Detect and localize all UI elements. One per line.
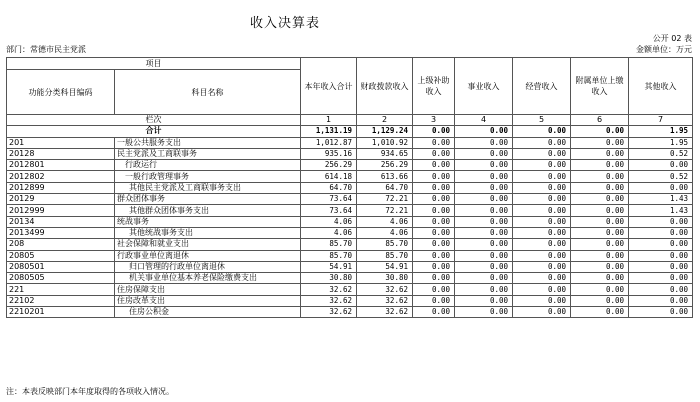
page-title: 收入决算表 bbox=[249, 16, 320, 31]
col-index-num: 4 bbox=[455, 115, 513, 126]
row-value: 0.00 bbox=[413, 137, 455, 148]
row-value: 32.62 bbox=[301, 307, 357, 318]
row-value: 0.00 bbox=[413, 148, 455, 159]
row-code: 2080501 bbox=[7, 261, 115, 272]
table-row bbox=[7, 171, 693, 182]
row-value: 85.70 bbox=[301, 239, 357, 250]
row-value: 0.00 bbox=[455, 160, 513, 171]
table-row bbox=[7, 137, 693, 148]
row-value: 1,010.92 bbox=[357, 137, 413, 148]
row-value: 4.06 bbox=[301, 216, 357, 227]
row-value: 4.06 bbox=[357, 227, 413, 238]
row-value: 0.00 bbox=[513, 284, 571, 295]
total-value: 0.00 bbox=[513, 126, 571, 137]
row-subject-name: 住房改革支出 bbox=[115, 295, 301, 306]
row-value: 85.70 bbox=[357, 239, 413, 250]
row-value: 0.00 bbox=[513, 261, 571, 272]
row-value: 0.00 bbox=[413, 261, 455, 272]
row-subject-name: 住房公积金 bbox=[115, 307, 301, 318]
row-value: 0.00 bbox=[513, 148, 571, 159]
row-subject-name: 社会保障和就业支出 bbox=[115, 239, 301, 250]
row-value: 0.00 bbox=[571, 227, 629, 238]
row-value: 0.00 bbox=[455, 137, 513, 148]
row-value: 0.00 bbox=[571, 216, 629, 227]
table-row bbox=[7, 182, 693, 193]
row-value: 0.00 bbox=[413, 295, 455, 306]
row-value: 32.62 bbox=[301, 284, 357, 295]
row-code: 2080505 bbox=[7, 273, 115, 284]
row-value: 0.00 bbox=[513, 137, 571, 148]
row-value: 0.00 bbox=[455, 261, 513, 272]
row-subject-name: 行政事业单位离退休 bbox=[115, 250, 301, 261]
header-col-superior: 上级补助收入 bbox=[413, 58, 455, 115]
col-index-label: 栏次 bbox=[7, 115, 301, 126]
header-col-affiliated: 附属单位上缴收入 bbox=[571, 58, 629, 115]
row-code: 20805 bbox=[7, 250, 115, 261]
row-value: 0.00 bbox=[413, 250, 455, 261]
row-value: 0.00 bbox=[413, 194, 455, 205]
row-code: 20129 bbox=[7, 194, 115, 205]
form-code: 公开 02 表 bbox=[652, 34, 692, 43]
row-value: 0.00 bbox=[629, 216, 693, 227]
row-value: 0.00 bbox=[629, 182, 693, 193]
row-value: 54.91 bbox=[301, 261, 357, 272]
col-index-num: 1 bbox=[301, 115, 357, 126]
row-subject-name: 一般公共服务支出 bbox=[115, 137, 301, 148]
row-value: 0.00 bbox=[513, 182, 571, 193]
row-code: 2012999 bbox=[7, 205, 115, 216]
row-value: 0.00 bbox=[413, 205, 455, 216]
row-value: 32.62 bbox=[301, 295, 357, 306]
row-value: 0.00 bbox=[455, 227, 513, 238]
row-value: 1.43 bbox=[629, 205, 693, 216]
row-value: 0.00 bbox=[571, 250, 629, 261]
row-subject-name: 其他群众团体事务支出 bbox=[115, 205, 301, 216]
row-value: 0.00 bbox=[455, 295, 513, 306]
row-value: 30.80 bbox=[357, 273, 413, 284]
row-value: 0.00 bbox=[513, 250, 571, 261]
row-value: 0.00 bbox=[513, 307, 571, 318]
row-value: 0.00 bbox=[455, 250, 513, 261]
row-value: 0.00 bbox=[571, 284, 629, 295]
row-value: 0.00 bbox=[571, 261, 629, 272]
row-code: 2013499 bbox=[7, 227, 115, 238]
table-row bbox=[7, 148, 693, 159]
row-value: 0.00 bbox=[513, 160, 571, 171]
total-value: 0.00 bbox=[571, 126, 629, 137]
row-value: 4.06 bbox=[357, 216, 413, 227]
row-value: 0.00 bbox=[513, 216, 571, 227]
row-value: 0.00 bbox=[413, 171, 455, 182]
row-value: 0.00 bbox=[513, 171, 571, 182]
row-value: 0.00 bbox=[455, 307, 513, 318]
col-index-num: 3 bbox=[413, 115, 455, 126]
row-code: 2012802 bbox=[7, 171, 115, 182]
row-value: 0.00 bbox=[629, 160, 693, 171]
row-value: 0.00 bbox=[413, 273, 455, 284]
table-row bbox=[7, 216, 693, 227]
row-value: 256.29 bbox=[301, 160, 357, 171]
row-value: 64.70 bbox=[357, 182, 413, 193]
row-value: 32.62 bbox=[357, 307, 413, 318]
row-value: 0.00 bbox=[513, 227, 571, 238]
row-value: 0.00 bbox=[571, 171, 629, 182]
table-row bbox=[7, 239, 693, 250]
row-value: 0.00 bbox=[571, 307, 629, 318]
row-value: 0.00 bbox=[629, 273, 693, 284]
row-value: 0.00 bbox=[571, 148, 629, 159]
row-value: 0.00 bbox=[455, 273, 513, 284]
row-subject-name: 归口管理的行政单位离退休 bbox=[115, 261, 301, 272]
row-value: 0.00 bbox=[413, 182, 455, 193]
row-value: 0.00 bbox=[629, 295, 693, 306]
row-value: 0.00 bbox=[455, 205, 513, 216]
row-value: 0.00 bbox=[571, 160, 629, 171]
row-value: 73.64 bbox=[301, 205, 357, 216]
row-value: 1,012.87 bbox=[301, 137, 357, 148]
total-value: 0.00 bbox=[413, 126, 455, 137]
row-value: 0.00 bbox=[513, 273, 571, 284]
row-value: 0.00 bbox=[571, 295, 629, 306]
col-index-num: 5 bbox=[513, 115, 571, 126]
row-value: 64.70 bbox=[301, 182, 357, 193]
row-value: 4.06 bbox=[301, 227, 357, 238]
row-value: 0.00 bbox=[413, 216, 455, 227]
unit-label: 金额单位：万元 bbox=[636, 45, 692, 54]
row-value: 0.00 bbox=[571, 205, 629, 216]
row-value: 0.00 bbox=[455, 216, 513, 227]
row-value: 0.00 bbox=[571, 137, 629, 148]
table-row bbox=[7, 307, 693, 318]
row-value: 72.21 bbox=[357, 205, 413, 216]
row-subject-name: 机关事业单位基本养老保险缴费支出 bbox=[115, 273, 301, 284]
total-value: 1,131.19 bbox=[301, 126, 357, 137]
row-value: 0.00 bbox=[629, 250, 693, 261]
row-value: 0.00 bbox=[513, 205, 571, 216]
total-value: 0.00 bbox=[455, 126, 513, 137]
header-subject-name: 科目名称 bbox=[115, 70, 301, 115]
col-index-num: 7 bbox=[629, 115, 693, 126]
row-code: 221 bbox=[7, 284, 115, 295]
table-row bbox=[7, 205, 693, 216]
row-value: 32.62 bbox=[357, 295, 413, 306]
row-code: 20134 bbox=[7, 216, 115, 227]
row-value: 0.00 bbox=[413, 307, 455, 318]
row-value: 54.91 bbox=[357, 261, 413, 272]
row-code: 2012899 bbox=[7, 182, 115, 193]
row-value: 0.00 bbox=[455, 194, 513, 205]
row-value: 256.29 bbox=[357, 160, 413, 171]
col-index-num: 2 bbox=[357, 115, 413, 126]
row-value: 0.00 bbox=[571, 182, 629, 193]
row-value: 73.64 bbox=[301, 194, 357, 205]
row-value: 85.70 bbox=[301, 250, 357, 261]
row-subject-name: 群众团体事务 bbox=[115, 194, 301, 205]
row-value: 0.00 bbox=[571, 239, 629, 250]
row-value: 0.00 bbox=[629, 261, 693, 272]
row-value: 30.80 bbox=[301, 273, 357, 284]
table-row bbox=[7, 194, 693, 205]
table-row bbox=[7, 284, 693, 295]
header-col-total: 本年收入合计 bbox=[301, 58, 357, 115]
total-row bbox=[7, 126, 693, 137]
row-value: 0.00 bbox=[513, 239, 571, 250]
row-value: 0.00 bbox=[629, 284, 693, 295]
total-label: 合计 bbox=[7, 126, 301, 137]
row-value: 0.52 bbox=[629, 148, 693, 159]
total-value: 1.95 bbox=[629, 126, 693, 137]
row-subject-name: 其他统战事务支出 bbox=[115, 227, 301, 238]
row-value: 0.00 bbox=[413, 160, 455, 171]
row-code: 2012801 bbox=[7, 160, 115, 171]
row-subject-name: 统战事务 bbox=[115, 216, 301, 227]
header-project: 项目 bbox=[7, 58, 301, 70]
table-row bbox=[7, 261, 693, 272]
row-value: 1.43 bbox=[629, 194, 693, 205]
footnote: 注：本表反映部门本年度取得的各项收入情况。 bbox=[6, 387, 174, 396]
table-row bbox=[7, 273, 693, 284]
row-value: 0.00 bbox=[571, 194, 629, 205]
department-label: 部门：常德市民主党派 bbox=[6, 45, 86, 54]
row-value: 613.66 bbox=[357, 171, 413, 182]
row-code: 22102 bbox=[7, 295, 115, 306]
table-row bbox=[7, 295, 693, 306]
row-value: 0.00 bbox=[629, 239, 693, 250]
row-value: 0.00 bbox=[455, 284, 513, 295]
row-value: 0.00 bbox=[413, 239, 455, 250]
table-row bbox=[7, 250, 693, 261]
header-col-business: 事业收入 bbox=[455, 58, 513, 115]
row-value: 0.00 bbox=[455, 182, 513, 193]
row-code: 20128 bbox=[7, 148, 115, 159]
row-value: 0.00 bbox=[455, 171, 513, 182]
row-value: 85.70 bbox=[357, 250, 413, 261]
col-index-num: 6 bbox=[571, 115, 629, 126]
row-subject-name: 一般行政管理事务 bbox=[115, 171, 301, 182]
row-code: 201 bbox=[7, 137, 115, 148]
row-value: 1.95 bbox=[629, 137, 693, 148]
row-subject-name: 行政运行 bbox=[115, 160, 301, 171]
row-code: 2210201 bbox=[7, 307, 115, 318]
income-table bbox=[6, 57, 693, 318]
row-value: 614.18 bbox=[301, 171, 357, 182]
row-value: 934.65 bbox=[357, 148, 413, 159]
row-value: 0.00 bbox=[455, 148, 513, 159]
row-value: 32.62 bbox=[357, 284, 413, 295]
row-value: 0.00 bbox=[513, 194, 571, 205]
row-value: 0.00 bbox=[413, 284, 455, 295]
row-subject-name: 其他民主党派及工商联事务支出 bbox=[115, 182, 301, 193]
total-value: 1,129.24 bbox=[357, 126, 413, 137]
row-value: 0.00 bbox=[629, 307, 693, 318]
header-col-other: 其他收入 bbox=[629, 58, 693, 115]
row-value: 0.52 bbox=[629, 171, 693, 182]
row-value: 935.16 bbox=[301, 148, 357, 159]
table-row bbox=[7, 160, 693, 171]
row-subject-name: 住房保障支出 bbox=[115, 284, 301, 295]
row-value: 0.00 bbox=[455, 239, 513, 250]
table-row bbox=[7, 227, 693, 238]
header-func-code: 功能分类科目编码 bbox=[7, 70, 115, 115]
row-value: 0.00 bbox=[571, 273, 629, 284]
header-col-fiscal: 财政拨款收入 bbox=[357, 58, 413, 115]
row-value: 0.00 bbox=[513, 295, 571, 306]
row-value: 0.00 bbox=[413, 227, 455, 238]
row-subject-name: 民主党派及工商联事务 bbox=[115, 148, 301, 159]
row-value: 72.21 bbox=[357, 194, 413, 205]
row-value: 0.00 bbox=[629, 227, 693, 238]
header-col-operating: 经营收入 bbox=[513, 58, 571, 115]
row-code: 208 bbox=[7, 239, 115, 250]
